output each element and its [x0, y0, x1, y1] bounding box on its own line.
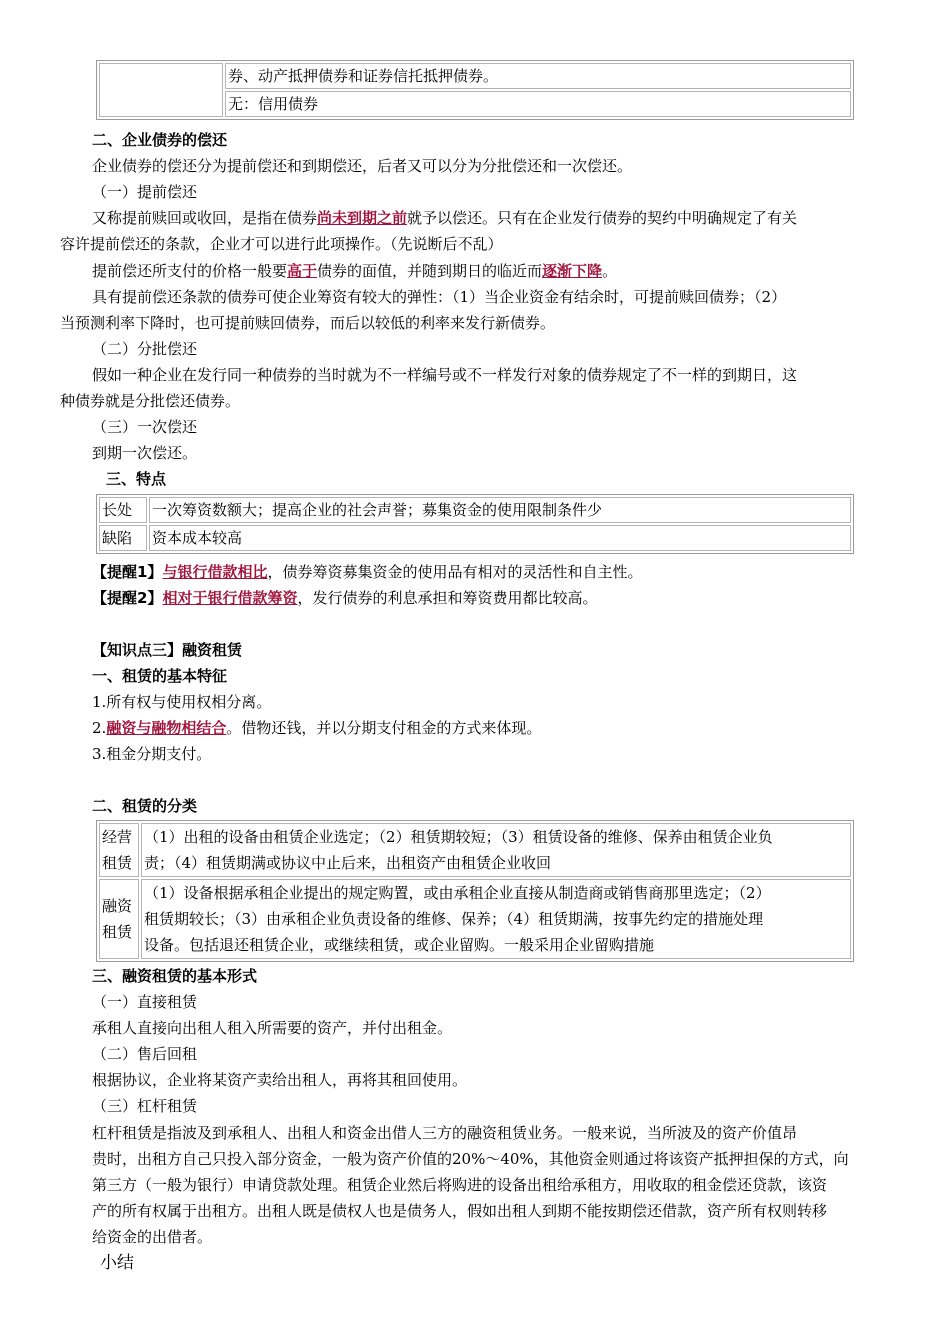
- list-item: 1.所有权与使用权相分离。: [92, 693, 272, 711]
- text: ，发行债券的利息承担和筹资费用都比较高。: [297, 589, 598, 607]
- text: 又称提前赎回或收回，是指在债券: [92, 209, 318, 227]
- table-empty-cell: [99, 63, 223, 117]
- highlight: 逐渐下降: [542, 262, 603, 280]
- subheading: （三）一次偿还: [92, 418, 198, 436]
- subheading: （一）提前偿还: [92, 183, 198, 201]
- text: 。借物还钱，并以分期支付租金的方式来体现。: [226, 719, 542, 737]
- table-label: [99, 823, 139, 877]
- paragraph: 到期一次偿还。: [92, 444, 198, 462]
- subheading: （一）直接租赁: [92, 993, 198, 1011]
- table-label: [99, 879, 139, 959]
- label-line: 租赁: [102, 854, 133, 872]
- highlight: 融资与融物相结合: [106, 719, 227, 737]
- paragraph-cont: 容许提前偿还的条款，企业才可以进行此项操作。（先说断后不乱）: [60, 235, 503, 253]
- table-cell: 一次筹资数额大；提高企业的社会声誉；募集资金的使用限制条件少: [149, 497, 851, 523]
- paragraph-cont: 给资金的出借者。: [92, 1228, 213, 1246]
- paragraph: [92, 258, 617, 284]
- tip-label: 【提醒2】: [92, 589, 163, 607]
- text: 。: [602, 262, 618, 280]
- cell-line: 设备。包括退还租赁企业，或继续租赁，或企业留购。一般采用企业留购措施: [144, 936, 655, 954]
- section-heading: 二、租赁的分类: [92, 797, 198, 815]
- text: 提前偿还所支付的价格一般要: [92, 262, 288, 280]
- cell-line: （1）出租的设备由租赁企业选定；（2）租赁期较短；（3）租赁设备的维修、保养由租赁企业负: [144, 828, 773, 846]
- paragraph: [92, 205, 797, 231]
- table-cell: [141, 823, 851, 877]
- label-line: 经营: [102, 828, 133, 846]
- text: 2.: [92, 719, 107, 737]
- paragraph-cont: 第三方（一般为银行）申请贷款处理。租赁企业然后将购进的设备出租给承租方，用收取的租金偿还贷款，该资: [92, 1176, 828, 1194]
- highlight: 尚未到期之前: [317, 209, 408, 227]
- section-heading: 三、特点: [106, 470, 167, 488]
- tip-label: 【提醒1】: [92, 563, 163, 581]
- paragraph-cont: 种债券就是分批偿还债券。: [60, 392, 241, 410]
- subheading: （二）分批偿还: [92, 340, 198, 358]
- subheading: （二）售后回租: [92, 1045, 198, 1063]
- paragraph: 企业债券的偿还分为提前偿还和到期偿还，后者又可以分为分批偿还和一次偿还。: [92, 157, 633, 175]
- list-item: 3.租金分期支付。: [92, 745, 212, 763]
- table-label: 缺陷: [99, 525, 147, 551]
- tip-1: [92, 559, 642, 585]
- paragraph: 杠杆租赁是指波及到承租人、出租人和资金出借人三方的融资租赁业务。一般来说，当所波及的资产价值昂: [92, 1124, 798, 1142]
- tip-2: [92, 585, 597, 611]
- features-table: [96, 494, 854, 554]
- cell-line: 责；（4）租赁期满或协议中止后来，出租资产由租赁企业收回: [144, 854, 552, 872]
- label-line: 租赁: [102, 923, 133, 941]
- highlight: 相对于银行借款筹资: [162, 589, 298, 607]
- label-line: 融资: [102, 897, 133, 915]
- table-cell: 资本成本较高: [149, 525, 851, 551]
- paragraph-cont: 贵时，出租方自己只投入部分资金，一般为资产价值的20%～40%，其他资金则通过将该资产抵押担保的方式，向: [92, 1150, 849, 1168]
- highlight: 高于: [287, 262, 318, 280]
- paragraph: 假如一种企业在发行同一种债券的当时就为不一样编号或不一样发行对象的债券规定了不一样的到期日，这: [92, 366, 798, 384]
- cell-line: 租赁期较长；（3）由承租企业负责设备的维修、保养；（4）租赁期满，按事先约定的措施处理: [144, 910, 764, 928]
- section-heading: 二、企业债券的偿还: [92, 131, 228, 149]
- text: ，债券筹资募集资金的使用品有相对的灵活性和自主性。: [267, 563, 643, 581]
- table-cell: [141, 879, 851, 959]
- cell-line: （1）设备根据承租企业提出的规定购置，或由承租企业直接从制造商或销售商那里选定；（2）: [144, 884, 771, 902]
- list-item: [92, 715, 541, 741]
- knowledge-point-title: 【知识点三】融资租赁: [92, 641, 243, 659]
- table-cell: 券、动产抵押债券和证券信托抵押债券。: [225, 63, 851, 89]
- text: 债券的面值，并随到期日的临近而: [317, 262, 543, 280]
- table-cell: 无：信用债券: [225, 91, 851, 117]
- paragraph-cont: 产的所有权属于出租方。出租人既是债权人也是债务人，假如出租人到期不能按期偿还借款，资产所有权则转移: [92, 1202, 828, 1220]
- section-heading: 一、租赁的基本特征: [92, 667, 228, 685]
- paragraph: 根据协议，企业将某资产卖给出租人，再将其租回使用。: [92, 1071, 468, 1089]
- section-heading: 三、融资租赁的基本形式: [92, 967, 258, 985]
- highlight: 与银行借款相比: [162, 563, 268, 581]
- text: 就予以偿还。只有在企业发行债券的契约中明确规定了有关: [407, 209, 798, 227]
- paragraph: 承租人直接向出租人租入所需要的资产，并付出租金。: [92, 1019, 453, 1037]
- table-label: 长处: [99, 497, 147, 523]
- lease-types-table: [96, 820, 854, 962]
- bond-type-table-continued: [96, 60, 854, 120]
- summary-heading: 小结: [100, 1253, 134, 1273]
- paragraph-cont: 当预测利率下降时，也可提前赎回债券，而后以较低的利率来发行新债券。: [60, 314, 556, 332]
- paragraph: 具有提前偿还条款的债券可使企业筹资有较大的弹性：（1）当企业资金有结余时，可提前赎回债券；（2）: [92, 288, 787, 306]
- subheading: （三）杠杆租赁: [92, 1097, 198, 1115]
